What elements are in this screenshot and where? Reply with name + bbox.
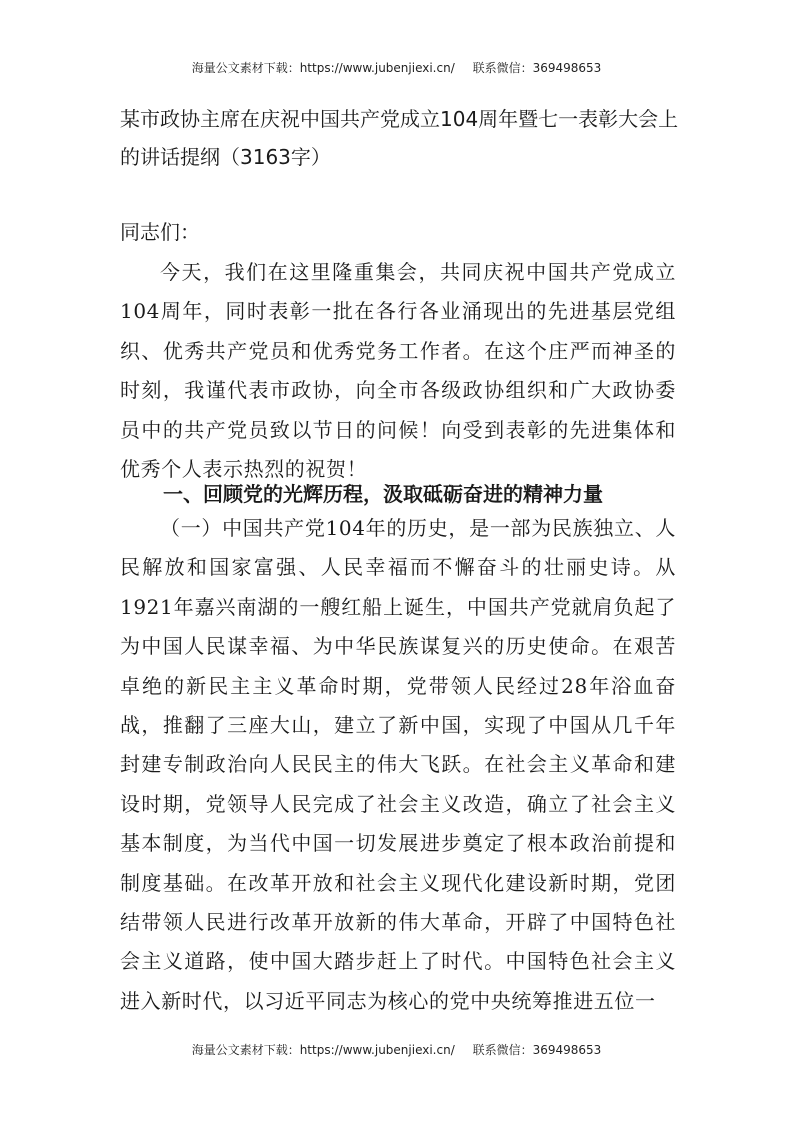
salutation: 同志们： xyxy=(120,220,200,244)
document-title: 某市政协主席在庆祝中国共产党成立104周年暨七一表彰大会上的讲话提纲（3163字） xyxy=(120,107,679,169)
page-footer xyxy=(0,1041,793,1058)
footer-contact-text: 联系微信：369498653 xyxy=(472,1043,602,1057)
opening-paragraph: 今天，我们在这里隆重集会，共同庆祝中国共产党成立104周年，同时表彰一批在各行各业涌现出的先进基层党组织、优秀共产党员和优秀党务工作者。在这个庄严而神圣的时刻，我谨代表市政协，向全市各级政协组织和广大政协委员中的共产党员致以节日的问候！向受到表彰的先进集体和优秀个人表示热烈的祝贺！ xyxy=(120,260,676,482)
header-contact-text: 联系微信：369498653 xyxy=(472,61,602,75)
footer-download-text: 海量公文素材下载：https://www.jubenjiexi.cn/ xyxy=(191,1043,455,1057)
section-heading-1: 一、回顾党的光辉历程，汲取砥砺奋进的精神力量 xyxy=(163,482,603,506)
page-header xyxy=(0,59,793,76)
section-1-paragraph-1: （一）中国共产党104年的历史，是一部为民族独立、人民解放和国家富强、人民幸福而不懈奋斗的壮丽史诗。从1921年嘉兴南湖的一艘红船上诞生，中国共产党就肩负起了为中国人民谋幸福、为中华民族谋复兴的历史使命。在艰苦卓绝的新民主主义革命时期，党带领人民经过28年浴血奋战，推翻了三座大山，建立了新中国，实现了中国从几千年封建专制政治向人民民主的伟大飞跃。在社会主义革命和建设时期，党领导人民完成了社会主义改造，确立了社会主义基本制度，为当代中国一切发展进步奠定了根本政治前提和制度基础。在改革开放和社会主义现代化建设新时期，党团结带领人民进行改革开放新的伟大革命，开辟了中国特色社会主义道路，使中国大踏步赶上了时代。中国特色社会主义进入新时代，以习近平同志为核心的党中央统筹推进五位一 xyxy=(120,516,676,1013)
header-download-text: 海量公文素材下载：https://www.jubenjiexi.cn/ xyxy=(191,61,455,75)
